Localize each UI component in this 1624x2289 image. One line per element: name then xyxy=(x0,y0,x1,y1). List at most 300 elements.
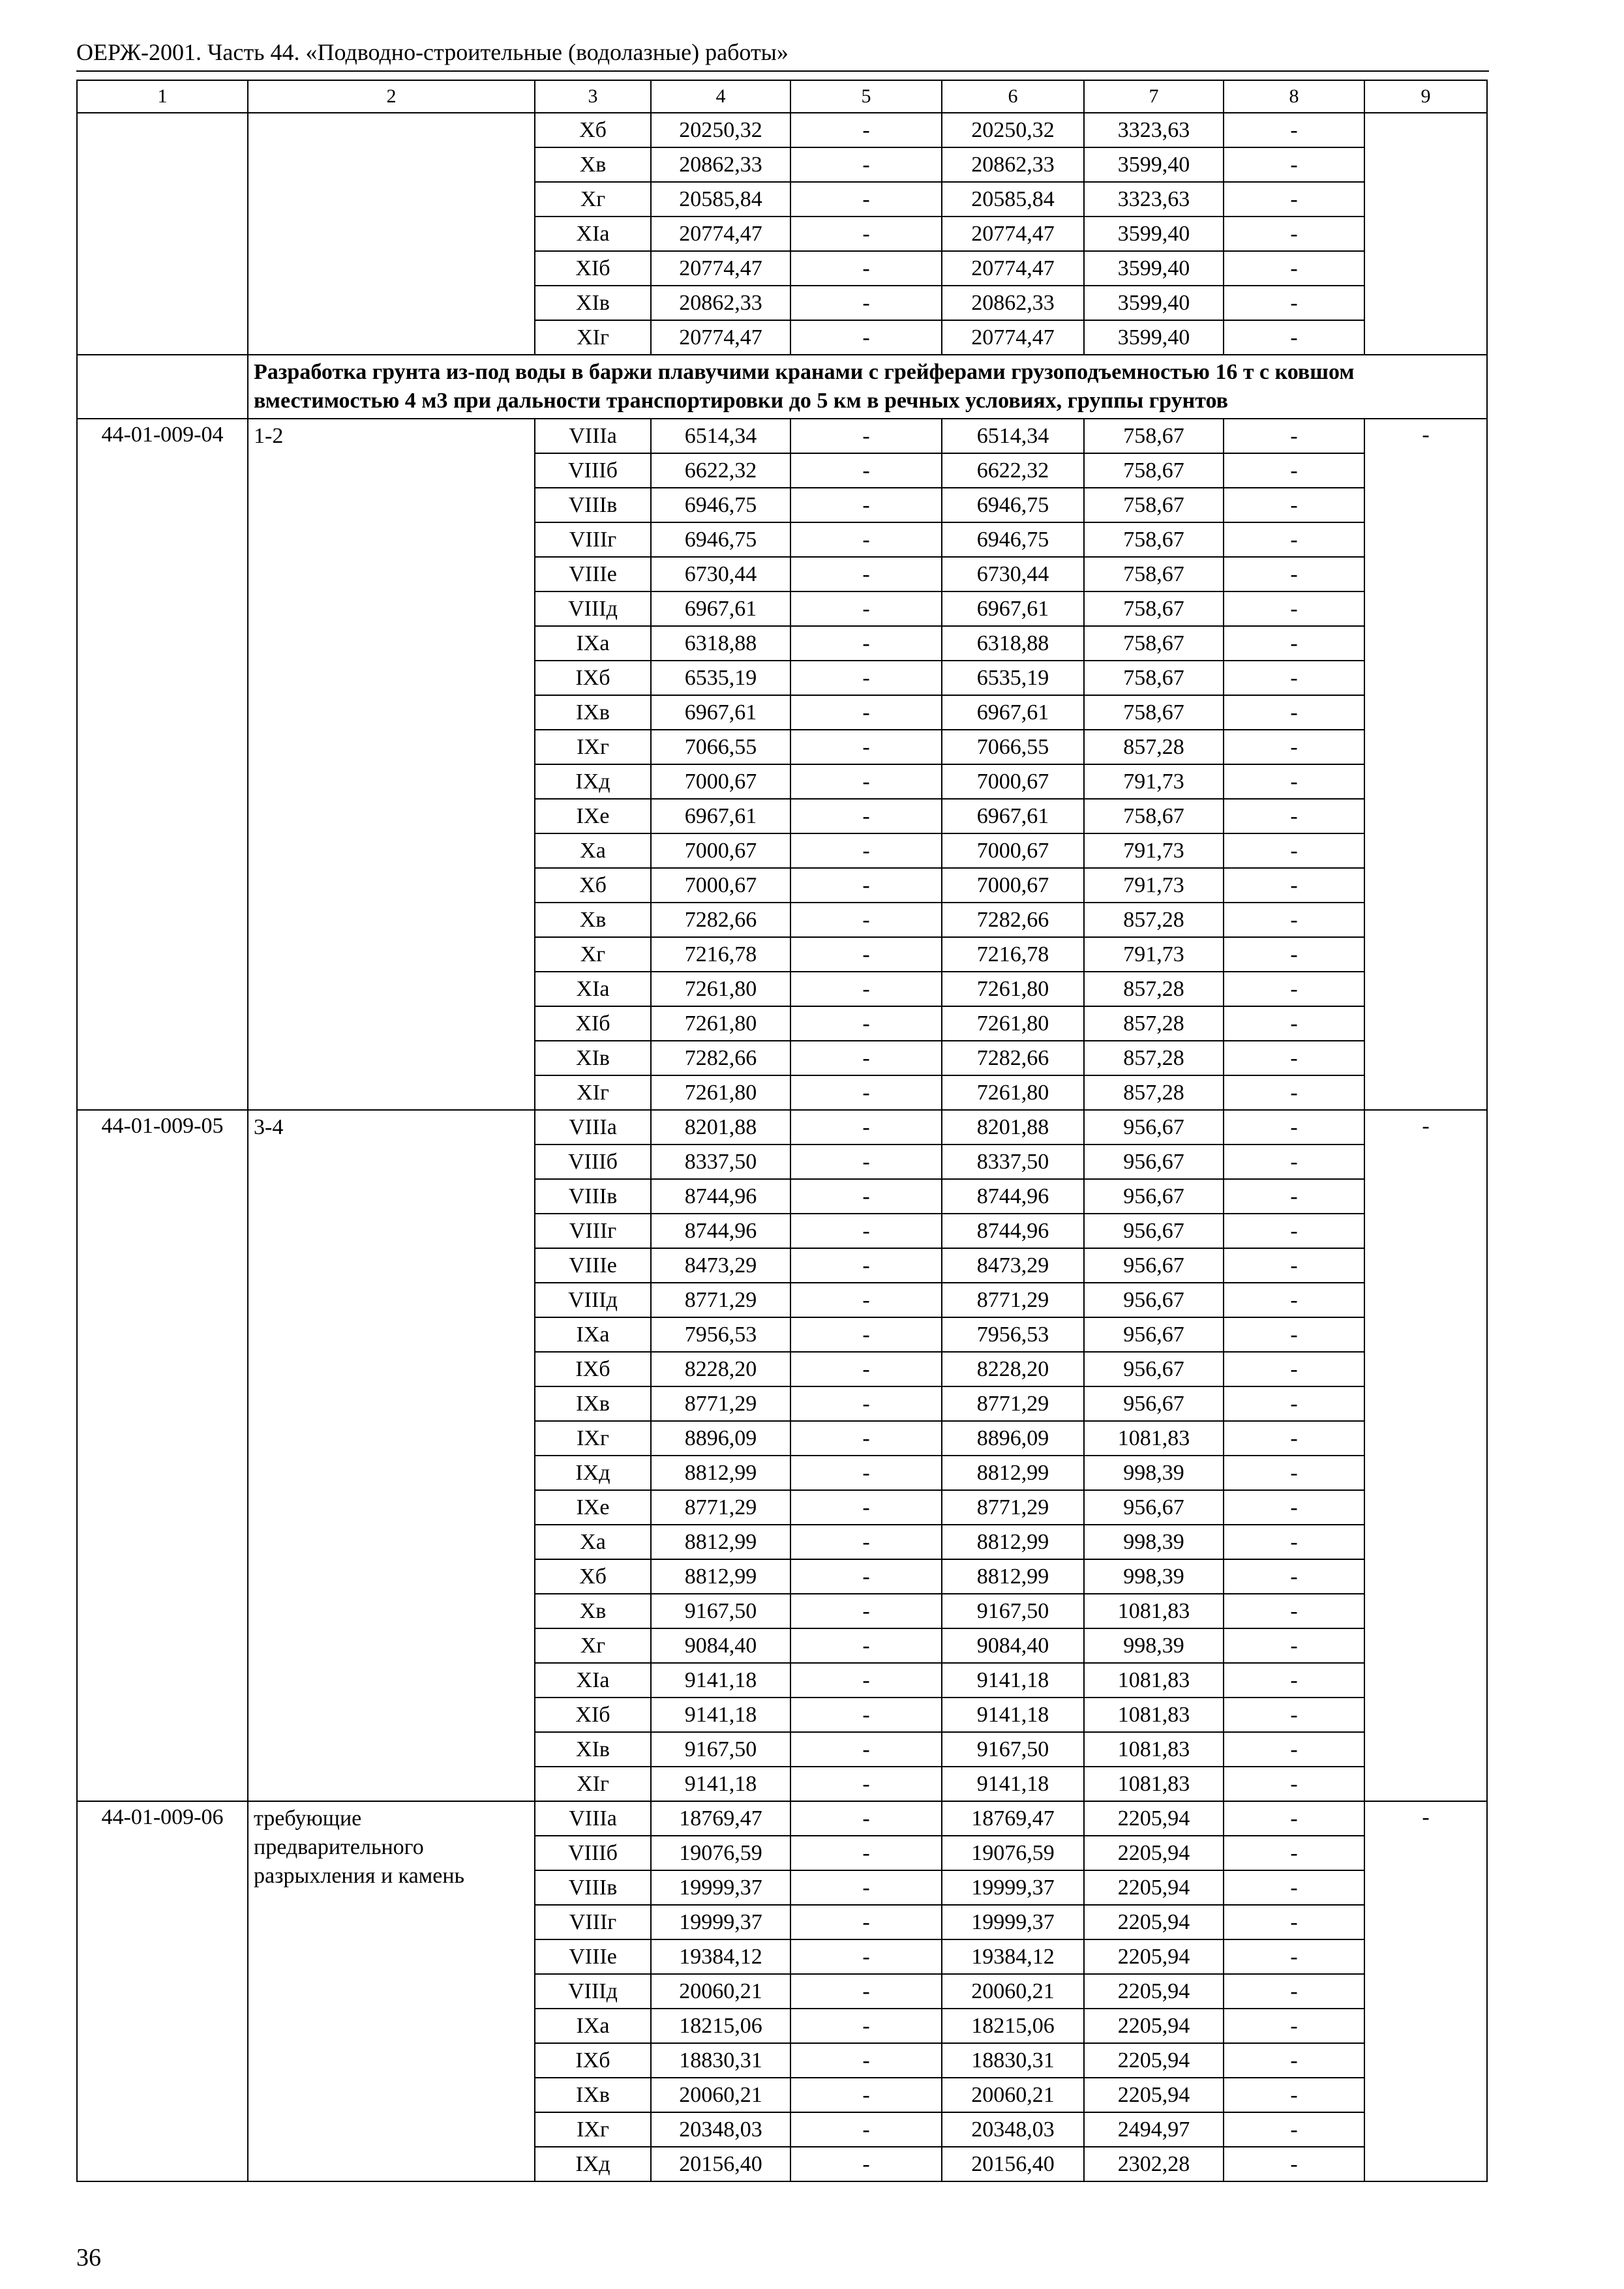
table-cell: 18215,06 xyxy=(651,2009,790,2043)
table-cell: - xyxy=(790,799,942,833)
ground-cell xyxy=(248,113,535,355)
table-cell: Ха xyxy=(535,1525,651,1559)
table-cell: - xyxy=(1224,1283,1364,1317)
table-cell: 19384,12 xyxy=(651,1939,790,1974)
table-cell: - xyxy=(790,1628,942,1663)
table-cell: 998,39 xyxy=(1084,1559,1224,1594)
table-cell: 9084,40 xyxy=(651,1628,790,1663)
table-cell: - xyxy=(1224,626,1364,661)
table-cell: 20862,33 xyxy=(942,147,1084,182)
code-cell xyxy=(77,113,248,355)
table-cell: 7282,66 xyxy=(651,903,790,937)
table-cell: 8337,50 xyxy=(651,1144,790,1179)
table-cell: - xyxy=(790,286,942,320)
table-cell: - xyxy=(1224,453,1364,488)
table-cell: - xyxy=(1224,1801,1364,1836)
table-cell: - xyxy=(1224,1870,1364,1905)
table-cell: 956,67 xyxy=(1084,1248,1224,1283)
col9-value: - xyxy=(1364,419,1487,1110)
table-cell: ХIб xyxy=(535,1006,651,1041)
table-cell: - xyxy=(790,1214,942,1248)
table-cell: 3599,40 xyxy=(1084,147,1224,182)
table-cell: 9141,18 xyxy=(942,1698,1084,1732)
table-cell: 2302,28 xyxy=(1084,2147,1224,2181)
table-cell: 6946,75 xyxy=(942,488,1084,522)
table-row xyxy=(77,419,1487,453)
table-cell: - xyxy=(790,730,942,764)
table-cell: - xyxy=(1224,320,1364,355)
table-cell: 1081,83 xyxy=(1084,1698,1224,1732)
table-cell: - xyxy=(1224,1110,1364,1144)
table-cell: - xyxy=(790,2112,942,2147)
table-cell: 2205,94 xyxy=(1084,1870,1224,1905)
table-cell: 857,28 xyxy=(1084,903,1224,937)
table-cell: 8812,99 xyxy=(942,1456,1084,1490)
table-cell: 9084,40 xyxy=(942,1628,1084,1663)
table-cell: 758,67 xyxy=(1084,522,1224,557)
table-cell: - xyxy=(1224,1836,1364,1870)
table-cell: 19384,12 xyxy=(942,1939,1084,1974)
table-cell: 20060,21 xyxy=(651,1974,790,2009)
table-cell: 7261,80 xyxy=(942,1075,1084,1110)
table-cell: 9141,18 xyxy=(651,1698,790,1732)
table-cell: 20156,40 xyxy=(651,2147,790,2181)
table-cell: 20250,32 xyxy=(942,113,1084,147)
table-cell: 758,67 xyxy=(1084,557,1224,591)
table-cell: - xyxy=(1224,1594,1364,1628)
table-cell: VIIIг xyxy=(535,522,651,557)
table-cell: 7261,80 xyxy=(651,1006,790,1041)
table-cell: - xyxy=(1224,972,1364,1006)
table-cell: 20774,47 xyxy=(651,251,790,286)
table-cell: - xyxy=(1224,1974,1364,2009)
table-cell: 18769,47 xyxy=(651,1801,790,1836)
table-cell: 19999,37 xyxy=(942,1870,1084,1905)
table-cell: 2494,97 xyxy=(1084,2112,1224,2147)
table-cell: - xyxy=(790,1421,942,1456)
table-cell: 857,28 xyxy=(1084,1041,1224,1075)
col9-value: - xyxy=(1364,1801,1487,2181)
table-cell: - xyxy=(790,1939,942,1974)
table-cell: 956,67 xyxy=(1084,1110,1224,1144)
table-cell: - xyxy=(790,591,942,626)
table-cell: - xyxy=(790,1144,942,1179)
section-title: Разработка грунта из-под воды в баржи плавучими кранами с грейферами грузоподъемностью 16 т с ковшом вместимостью 4 м3 при дальности транспортировки до 5 км в речных условиях, группы грунтов xyxy=(248,355,1487,419)
table-cell: Хв xyxy=(535,903,651,937)
table-cell: 956,67 xyxy=(1084,1317,1224,1352)
table-cell: 8473,29 xyxy=(651,1248,790,1283)
table-cell: IXа xyxy=(535,626,651,661)
table-cell: 6535,19 xyxy=(651,661,790,695)
table-cell: - xyxy=(790,2147,942,2181)
table-cell: 9167,50 xyxy=(942,1732,1084,1767)
table-cell: VIIIд xyxy=(535,1283,651,1317)
table-cell: 20585,84 xyxy=(651,182,790,217)
table-row xyxy=(77,1110,1487,1144)
table-cell: - xyxy=(790,1732,942,1767)
table-cell: 8771,29 xyxy=(651,1386,790,1421)
table-cell: IXа xyxy=(535,2009,651,2043)
table-cell: - xyxy=(790,1179,942,1214)
table-cell: VIIIд xyxy=(535,1974,651,2009)
table-cell: 7216,78 xyxy=(651,937,790,972)
table-cell: 6318,88 xyxy=(651,626,790,661)
page-header: ОЕРЖ-2001. Часть 44. «Подводно-строительные (водолазные) работы» xyxy=(76,39,789,65)
table-cell: VIIIв xyxy=(535,1870,651,1905)
table-cell: 7282,66 xyxy=(651,1041,790,1075)
table-cell: - xyxy=(1224,1352,1364,1386)
table-cell: 758,67 xyxy=(1084,419,1224,453)
table-cell: - xyxy=(1224,1905,1364,1939)
table-cell: - xyxy=(790,217,942,251)
table-cell: 7000,67 xyxy=(942,764,1084,799)
table-cell: - xyxy=(790,419,942,453)
table-cell: IXб xyxy=(535,1352,651,1386)
rate-code: 44-01-009-05 xyxy=(77,1110,248,1801)
table-cell: 2205,94 xyxy=(1084,1974,1224,2009)
table-cell: VIIIг xyxy=(535,1214,651,1248)
table-cell: VIIIв xyxy=(535,488,651,522)
table-cell: Хб xyxy=(535,113,651,147)
table-cell: - xyxy=(1224,1767,1364,1801)
ground-group: 1-2 xyxy=(248,419,535,1110)
table-cell: 20774,47 xyxy=(942,217,1084,251)
table-cell: - xyxy=(1224,2009,1364,2043)
table-cell: - xyxy=(790,147,942,182)
table-cell: 8337,50 xyxy=(942,1144,1084,1179)
price-table xyxy=(76,80,1488,2182)
table-cell: 19076,59 xyxy=(651,1836,790,1870)
table-cell: - xyxy=(790,1006,942,1041)
table-cell: 19999,37 xyxy=(651,1905,790,1939)
table-cell: 857,28 xyxy=(1084,730,1224,764)
table-cell: ХIг xyxy=(535,320,651,355)
column-number: 5 xyxy=(790,80,942,113)
col9-cell xyxy=(1364,113,1487,355)
table-cell: 7000,67 xyxy=(651,868,790,903)
table-cell: Хв xyxy=(535,147,651,182)
table-cell: VIIIе xyxy=(535,1248,651,1283)
table-cell: 758,67 xyxy=(1084,695,1224,730)
table-cell: 7000,67 xyxy=(942,868,1084,903)
table-cell: - xyxy=(1224,251,1364,286)
table-cell: 20060,21 xyxy=(651,2078,790,2112)
table-cell: 20774,47 xyxy=(942,320,1084,355)
table-cell: 8771,29 xyxy=(942,1490,1084,1525)
table-cell: 6622,32 xyxy=(942,453,1084,488)
table-cell: - xyxy=(1224,1559,1364,1594)
table-cell: 20862,33 xyxy=(651,147,790,182)
table-cell: 8812,99 xyxy=(651,1559,790,1594)
table-cell: 9141,18 xyxy=(651,1663,790,1698)
table-cell: 19999,37 xyxy=(651,1870,790,1905)
table-cell: VIIIб xyxy=(535,453,651,488)
table-cell: - xyxy=(1224,1041,1364,1075)
table-cell: 2205,94 xyxy=(1084,2009,1224,2043)
table-cell: 3323,63 xyxy=(1084,182,1224,217)
table-cell: - xyxy=(790,1075,942,1110)
table-cell: 956,67 xyxy=(1084,1214,1224,1248)
table-cell: 7066,55 xyxy=(942,730,1084,764)
table-cell: - xyxy=(790,1767,942,1801)
table-cell: ХIв xyxy=(535,1732,651,1767)
table-cell: 6967,61 xyxy=(651,695,790,730)
table-cell: - xyxy=(790,1525,942,1559)
table-cell: VIIIа xyxy=(535,1801,651,1836)
section-row xyxy=(77,355,1487,419)
table-row xyxy=(77,1801,1487,1836)
table-cell: 8201,88 xyxy=(942,1110,1084,1144)
table-cell: 20862,33 xyxy=(651,286,790,320)
table-cell: - xyxy=(1224,799,1364,833)
table-cell: 1081,83 xyxy=(1084,1421,1224,1456)
col9-value: - xyxy=(1364,1110,1487,1801)
table-cell: 9167,50 xyxy=(942,1594,1084,1628)
table-cell: 20862,33 xyxy=(942,286,1084,320)
table-cell: 956,67 xyxy=(1084,1386,1224,1421)
table-cell: VIIIа xyxy=(535,1110,651,1144)
table-cell: - xyxy=(790,1110,942,1144)
table-cell: 6535,19 xyxy=(942,661,1084,695)
table-cell: - xyxy=(1224,2147,1364,2181)
table-cell: IXд xyxy=(535,1456,651,1490)
table-cell: VIIIе xyxy=(535,1939,651,1974)
table-cell: 791,73 xyxy=(1084,764,1224,799)
table-cell: - xyxy=(1224,286,1364,320)
table-cell: 3599,40 xyxy=(1084,286,1224,320)
table-cell: - xyxy=(1224,1525,1364,1559)
table-cell: - xyxy=(1224,764,1364,799)
table-cell: Хв xyxy=(535,1594,651,1628)
table-cell: Ха xyxy=(535,833,651,868)
table-cell: 20060,21 xyxy=(942,2078,1084,2112)
table-cell: 8744,96 xyxy=(651,1214,790,1248)
table-cell: - xyxy=(1224,1214,1364,1248)
table-cell: 8228,20 xyxy=(942,1352,1084,1386)
header-rule xyxy=(76,70,1489,72)
page-number: 36 xyxy=(76,2244,101,2271)
table-cell: 758,67 xyxy=(1084,799,1224,833)
table-cell: 20348,03 xyxy=(942,2112,1084,2147)
table-cell: 18830,31 xyxy=(651,2043,790,2078)
table-cell: - xyxy=(790,1836,942,1870)
table-cell: IXб xyxy=(535,2043,651,2078)
table-cell: IXв xyxy=(535,695,651,730)
table-cell: 857,28 xyxy=(1084,1075,1224,1110)
table-cell: 6730,44 xyxy=(942,557,1084,591)
column-number: 8 xyxy=(1224,80,1364,113)
table-cell: 6318,88 xyxy=(942,626,1084,661)
section-code-cell xyxy=(77,355,248,419)
table-cell: - xyxy=(790,1317,942,1352)
table-cell: - xyxy=(1224,695,1364,730)
table-cell: 19999,37 xyxy=(942,1905,1084,1939)
table-cell: - xyxy=(1224,937,1364,972)
table-cell: - xyxy=(790,833,942,868)
table-cell: 7000,67 xyxy=(942,833,1084,868)
table-cell: - xyxy=(1224,1075,1364,1110)
table-cell: 956,67 xyxy=(1084,1144,1224,1179)
table-cell: 6946,75 xyxy=(651,488,790,522)
table-cell: 3599,40 xyxy=(1084,251,1224,286)
table-cell: - xyxy=(790,626,942,661)
table-cell: IXб xyxy=(535,661,651,695)
rate-code: 44-01-009-06 xyxy=(77,1801,248,2181)
table-cell: 18215,06 xyxy=(942,2009,1084,2043)
table-cell: - xyxy=(790,1248,942,1283)
table-cell: Хб xyxy=(535,868,651,903)
table-cell: - xyxy=(790,1663,942,1698)
table-cell: 956,67 xyxy=(1084,1179,1224,1214)
table-cell: - xyxy=(1224,1006,1364,1041)
table-cell: - xyxy=(790,764,942,799)
table-cell: IXа xyxy=(535,1317,651,1352)
table-cell: - xyxy=(790,1559,942,1594)
table-cell: Хг xyxy=(535,182,651,217)
table-cell: - xyxy=(790,695,942,730)
table-cell: 7261,80 xyxy=(942,972,1084,1006)
table-cell: 791,73 xyxy=(1084,868,1224,903)
table-cell: VIIIв xyxy=(535,1179,651,1214)
table-cell: - xyxy=(790,1905,942,1939)
table-cell: - xyxy=(1224,113,1364,147)
table-cell: 1081,83 xyxy=(1084,1663,1224,1698)
table-cell: - xyxy=(1224,1628,1364,1663)
table-cell: Хг xyxy=(535,1628,651,1663)
table-cell: 998,39 xyxy=(1084,1525,1224,1559)
table-cell: - xyxy=(790,1801,942,1836)
table-cell: - xyxy=(1224,1317,1364,1352)
table-cell: - xyxy=(790,1490,942,1525)
table-cell: 758,67 xyxy=(1084,591,1224,626)
ground-group: требующие предварительного разрыхления и камень xyxy=(248,1801,535,2181)
table-cell: 7956,53 xyxy=(942,1317,1084,1352)
table-cell: - xyxy=(790,2009,942,2043)
table-cell: 20060,21 xyxy=(942,1974,1084,2009)
table-cell: 8771,29 xyxy=(651,1490,790,1525)
table-cell: - xyxy=(790,903,942,937)
table-cell: - xyxy=(1224,2043,1364,2078)
table-cell: 8896,09 xyxy=(651,1421,790,1456)
column-number: 7 xyxy=(1084,80,1224,113)
table-cell: - xyxy=(790,522,942,557)
table-cell: IXв xyxy=(535,2078,651,2112)
table-cell: - xyxy=(790,453,942,488)
column-number: 4 xyxy=(651,80,790,113)
table-cell: - xyxy=(1224,2112,1364,2147)
table-cell: 8896,09 xyxy=(942,1421,1084,1456)
column-number: 3 xyxy=(535,80,651,113)
table-cell: VIIIа xyxy=(535,419,651,453)
table-cell: IXв xyxy=(535,1386,651,1421)
table-cell: 20774,47 xyxy=(651,217,790,251)
table-cell: 3599,40 xyxy=(1084,217,1224,251)
table-cell: 20774,47 xyxy=(651,320,790,355)
table-cell: 8228,20 xyxy=(651,1352,790,1386)
table-cell: 1081,83 xyxy=(1084,1594,1224,1628)
table-cell: - xyxy=(790,1041,942,1075)
table-cell: 7000,67 xyxy=(651,764,790,799)
table-cell: 791,73 xyxy=(1084,833,1224,868)
table-cell: 956,67 xyxy=(1084,1352,1224,1386)
table-cell: 6730,44 xyxy=(651,557,790,591)
table-cell: - xyxy=(1224,557,1364,591)
table-cell: 7261,80 xyxy=(942,1006,1084,1041)
table-cell: - xyxy=(790,182,942,217)
table-cell: 758,67 xyxy=(1084,453,1224,488)
table-cell: - xyxy=(1224,1421,1364,1456)
table-cell: - xyxy=(790,1698,942,1732)
table-cell: - xyxy=(790,2043,942,2078)
table-cell: ХIв xyxy=(535,286,651,320)
table-cell: - xyxy=(1224,868,1364,903)
table-cell: IXд xyxy=(535,2147,651,2181)
table-cell: - xyxy=(790,1974,942,2009)
table-cell: 6967,61 xyxy=(651,799,790,833)
table-cell: - xyxy=(790,320,942,355)
table-cell: - xyxy=(1224,522,1364,557)
table-cell: 998,39 xyxy=(1084,1456,1224,1490)
table-cell: - xyxy=(1224,661,1364,695)
table-cell: - xyxy=(1224,1698,1364,1732)
table-cell: 998,39 xyxy=(1084,1628,1224,1663)
table-cell: 758,67 xyxy=(1084,626,1224,661)
table-cell: 8812,99 xyxy=(942,1559,1084,1594)
table-cell: ХIг xyxy=(535,1767,651,1801)
table-cell: 9167,50 xyxy=(651,1594,790,1628)
table-cell: 8744,96 xyxy=(651,1179,790,1214)
table-cell: 6514,34 xyxy=(942,419,1084,453)
table-cell: 6967,61 xyxy=(942,799,1084,833)
table-cell: 1081,83 xyxy=(1084,1732,1224,1767)
table-cell: 18830,31 xyxy=(942,2043,1084,2078)
table-cell: - xyxy=(790,1283,942,1317)
table-cell: - xyxy=(1224,591,1364,626)
table-cell: - xyxy=(790,1594,942,1628)
column-number: 1 xyxy=(77,80,248,113)
table-cell: - xyxy=(790,2078,942,2112)
column-number-row xyxy=(77,80,1487,113)
table-cell: 8473,29 xyxy=(942,1248,1084,1283)
table-cell: 857,28 xyxy=(1084,972,1224,1006)
table-cell: - xyxy=(1224,1456,1364,1490)
column-number: 9 xyxy=(1364,80,1487,113)
table-cell: 3323,63 xyxy=(1084,113,1224,147)
table-cell: 758,67 xyxy=(1084,488,1224,522)
table-cell: - xyxy=(1224,1179,1364,1214)
table-cell: VIIIг xyxy=(535,1905,651,1939)
column-number: 6 xyxy=(942,80,1084,113)
table-cell: 6967,61 xyxy=(942,695,1084,730)
table-cell: ХIа xyxy=(535,217,651,251)
table-cell: ХIб xyxy=(535,1698,651,1732)
table-cell: ХIг xyxy=(535,1075,651,1110)
table-cell: VIIIб xyxy=(535,1144,651,1179)
table-cell: Хг xyxy=(535,937,651,972)
table-cell: - xyxy=(790,113,942,147)
table-cell: - xyxy=(790,1352,942,1386)
table-cell: 1081,83 xyxy=(1084,1767,1224,1801)
table-cell: IXг xyxy=(535,1421,651,1456)
table-cell: ХIа xyxy=(535,972,651,1006)
column-number: 2 xyxy=(248,80,535,113)
table-cell: ХIв xyxy=(535,1041,651,1075)
table-cell: 956,67 xyxy=(1084,1490,1224,1525)
table-cell: - xyxy=(1224,1663,1364,1698)
table-cell: 7282,66 xyxy=(942,903,1084,937)
table-cell: 7261,80 xyxy=(651,972,790,1006)
table-cell: VIIIб xyxy=(535,1836,651,1870)
